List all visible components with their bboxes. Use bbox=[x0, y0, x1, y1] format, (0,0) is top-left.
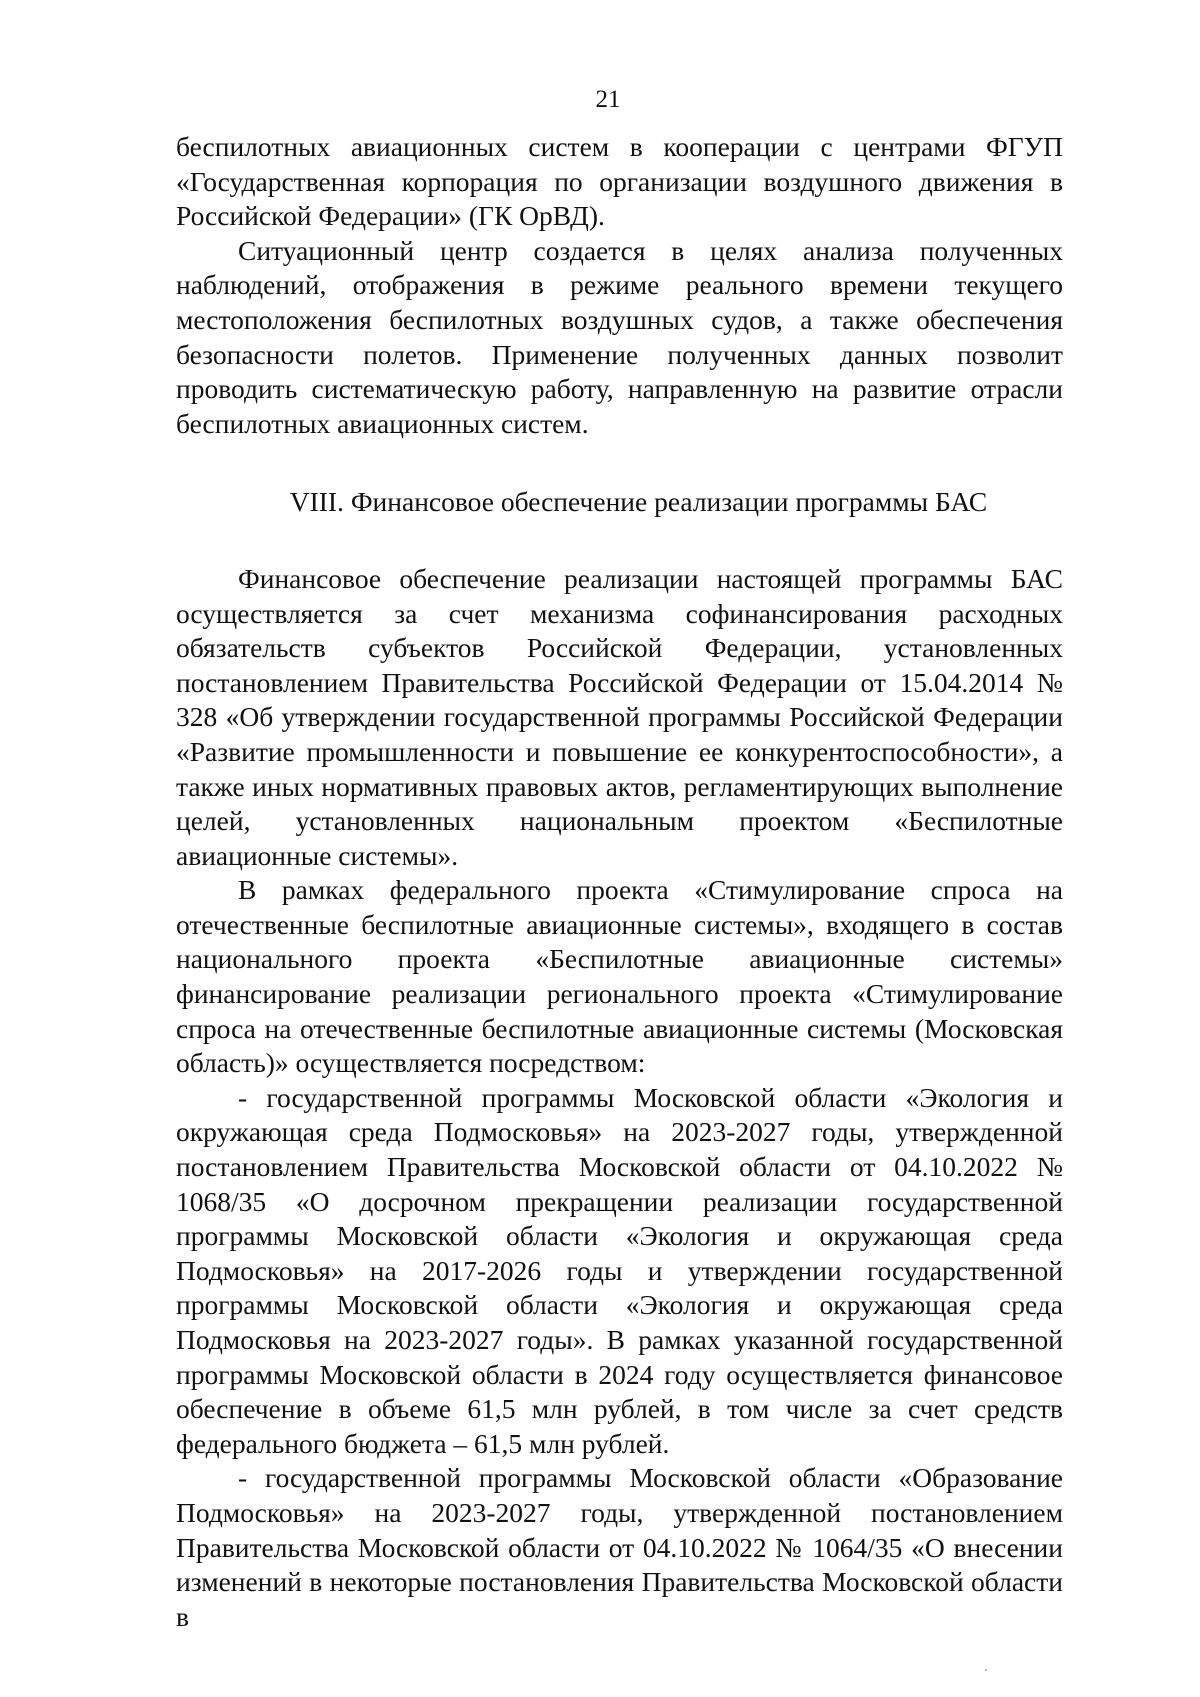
page-number: 21 bbox=[595, 86, 621, 113]
document-body bbox=[176, 130, 1063, 1634]
paragraph-financing: Финансовое обеспечение реализации настоящей программы БАС осуществляется за счет механизма софинансирования расходных обязательств субъектов Российской Федерации, установленных постановлением Правительства Российской Федерации от 15.04.2014 № 328 «Об утверждении государственной программы Российской Федерации «Развитие промышленности и повышение ее конкурентоспособности», а также иных нормативных правовых актов, регламентирующих выполнение целей, установленных национальным проектом «Беспилотные авиационные системы». bbox=[176, 562, 1063, 871]
list-item-ecology-program: - государственной программы Московской области «Экология и окружающая среда Подмосковья» на 2023-2027 годы, утвержденной постановлением Правительства Московской области от 04.10.2022 № 1068/35 «О досрочном прекращении реализации государственной программы Московской области «Экология и окружающая среда Подмосковья» на 2017-2026 годы и утверждении государственной программы Московской области «Экология и окружающая среда Подмосковья на 2023-2027 годы». В рамках указанной государственной программы Московской области в 2024 году осуществляется финансовое обеспечение в объеме 61,5 млн рублей, в том числе за счет средств федерального бюджета – 61,5 млн рублей. bbox=[176, 1081, 1063, 1459]
section-heading: VIII. Финансовое обеспечение реализации программы БАС bbox=[289, 486, 988, 518]
paragraph-federal-project: В рамках федерального проекта «Стимулирование спроса на отечественные беспилотные авиационные системы», входящего в состав национального проекта «Беспилотные авиационные системы» финансирование реализации регионального проекта «Стимулирование спроса на отечественные беспилотные авиационные системы (Московская область)» осуществляется посредством: bbox=[176, 874, 1063, 1079]
list-item-education-program: - государственной программы Московской области «Образование Подмосковья» на 2023-2027 годы, утвержденной постановлением Правительства Московской области от 04.10.2022 № 1064/35 «О внесении изменений в некоторые постановления Правительства Московской области в bbox=[176, 1462, 1063, 1632]
paragraph-situation-center: Ситуационный центр создается в целях анализа полученных наблюдений, отображения в режиме реального времени текущего местоположения беспилотных воздушных судов, а также обеспечения безопасности полетов. Применение полученных данных позволит проводить систематическую работу, направленную на развитие отрасли беспилотных авиационных систем. bbox=[176, 234, 1063, 439]
paragraph-continuation: беспилотных авиационных систем в кооперации с центрами ФГУП «Государственная корпорация по организации воздушного движения в Российской Федерации» (ГК ОрВД). bbox=[176, 131, 1063, 232]
scan-speck bbox=[985, 1669, 987, 1671]
